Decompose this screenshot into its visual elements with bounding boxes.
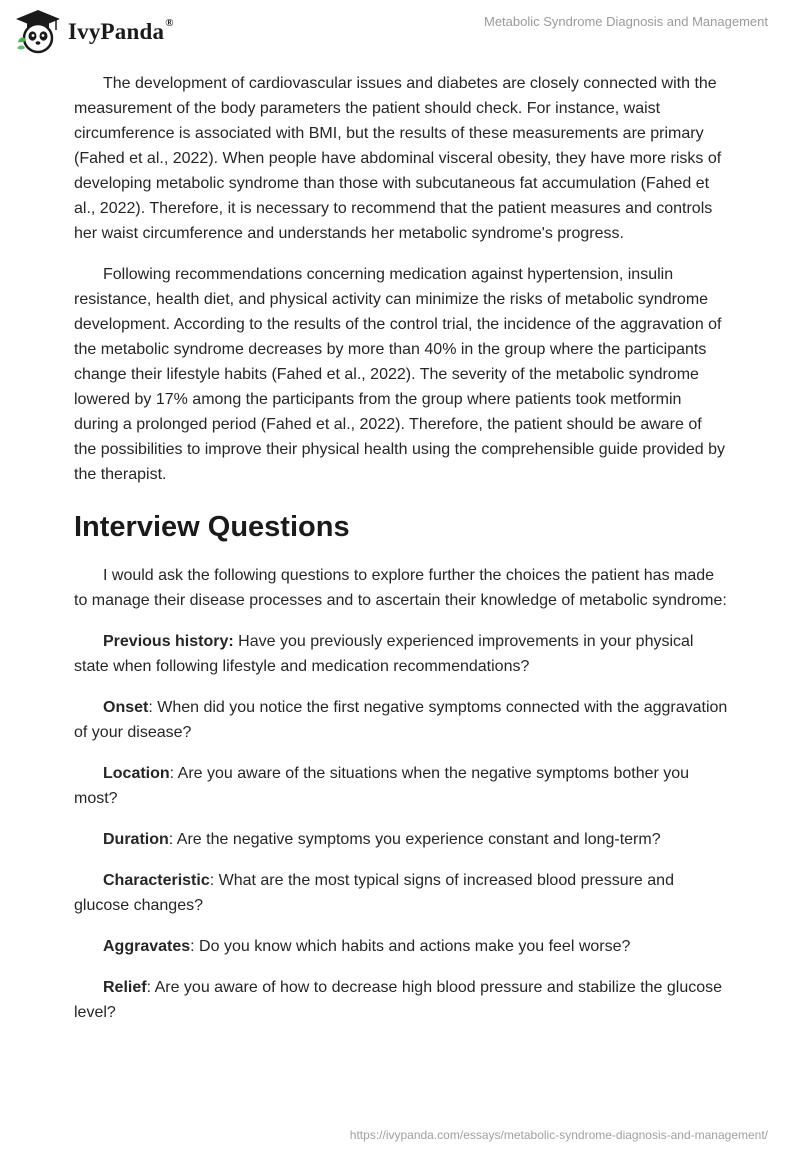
question-characteristic — [74, 868, 728, 918]
question-location — [74, 761, 728, 811]
question-term: Aggravates — [103, 938, 191, 955]
question-aggravates — [74, 934, 728, 959]
page-header — [0, 0, 800, 62]
question-term: Relief — [103, 979, 147, 996]
question-text: : Do you know which habits and actions make you feel worse? — [190, 938, 631, 955]
question-text: : What are the most typical signs of increased blood pressure and glucose changes? — [74, 872, 674, 914]
section-heading: Interview Questions — [74, 511, 350, 543]
question-text: : Are the negative symptoms you experience constant and long-term? — [168, 831, 661, 848]
body-paragraph-2: Following recommendations concerning medication against hypertension, insulin resistance, health diet, and physical activity can minimize the risks of metabolic syndrome development. According to the results of the control trial, the incidence of the aggravation of the metabolic syndrome decreases by more than 40% in the group where the participants change their lifestyle habits (Fahed et al., 2022). The severity of the metabolic syndrome lowered by 17% among the participants from the group where patients took metformin during a prolonged period (Fahed et al., 2022). Therefore, the patient should be aware of the possibilities to improve their physical health using the comprehensible guide provided by the therapist. — [74, 266, 726, 483]
panda-graduate-icon — [14, 8, 62, 56]
ivypanda-logo[interactable] — [14, 8, 174, 56]
essay-content — [74, 71, 728, 1041]
question-previous-history — [74, 629, 728, 679]
question-relief — [74, 975, 728, 1025]
question-term: Duration — [103, 831, 169, 848]
question-text: Have you previously experienced improvements in your physical state when following lifestyle and medication recommendations? — [74, 633, 694, 675]
body-paragraph-1: The development of cardiovascular issues and diabetes are closely connected with the measurement of the body parameters the patient should check. For instance, waist circumference is associated with BMI, but the results of these measurements are primary (Fahed et al., 2022). When people have abdominal visceral obesity, they have more risks of developing metabolic syndrome than those with subcutaneous fat accumulation (Fahed et al., 2022). Therefore, it is necessary to recommend that the patient measures and controls her waist circumference and understands her metabolic syndrome's progress. — [74, 75, 722, 242]
source-url-link[interactable]: https://ivypanda.com/essays/metabolic-syndrome-diagnosis-and-management/ — [349, 1128, 768, 1142]
question-term: Location — [103, 765, 170, 782]
document-title: Metabolic Syndrome Diagnosis and Management — [484, 14, 768, 29]
question-text: : Are you aware of how to decrease high blood pressure and stabilize the glucose level? — [74, 979, 723, 1021]
question-text: : Are you aware of the situations when the negative symptoms bother you most? — [74, 765, 690, 807]
question-term: Characteristic — [103, 872, 210, 889]
question-term: Previous history: — [103, 633, 234, 650]
question-term: Onset — [103, 699, 149, 716]
question-duration — [74, 827, 728, 852]
logo-wordmark: IvyPanda® — [68, 17, 174, 44]
question-text: : When did you notice the first negative symptoms connected with the aggravation of your disease? — [74, 699, 728, 741]
question-onset — [74, 695, 728, 745]
intro-paragraph: I would ask the following questions to explore further the choices the patient has made to manage their disease processes and to ascertain their knowledge of metabolic syndrome: — [74, 567, 727, 609]
